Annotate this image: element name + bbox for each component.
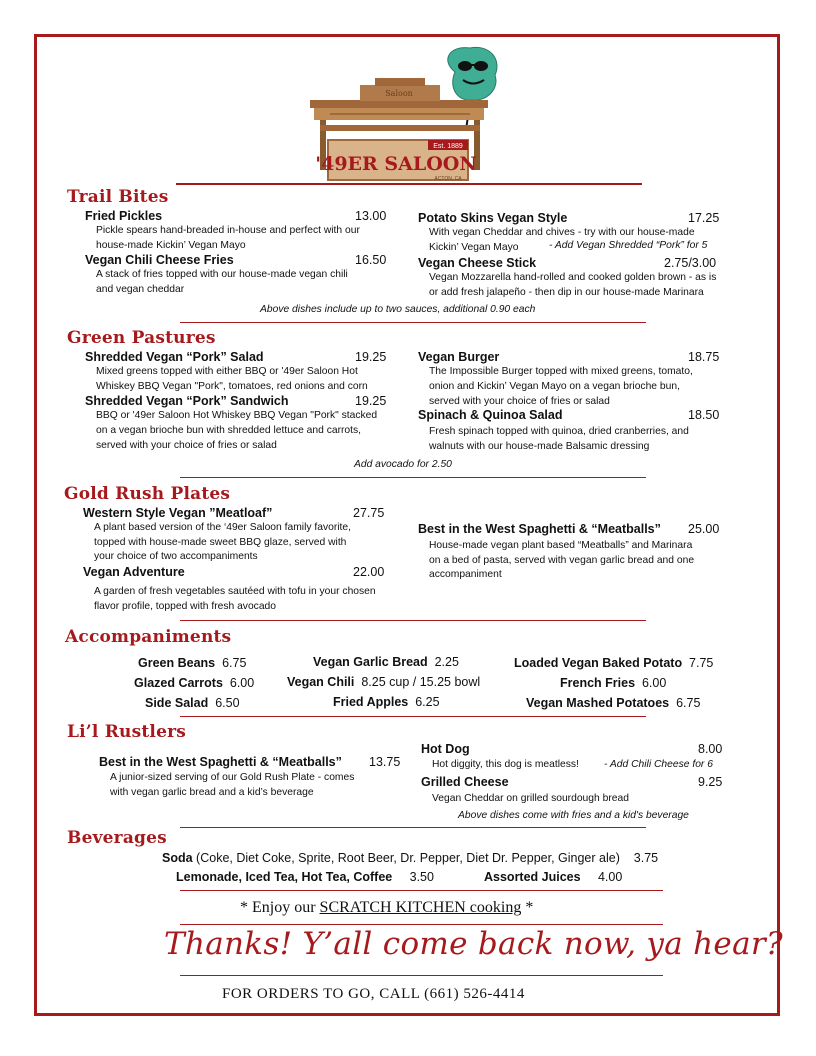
section-title-beverages: Beverages <box>67 828 167 848</box>
divider <box>176 183 642 185</box>
item-desc: served with your choice of fries or salad <box>429 396 610 407</box>
logo-top-sign: Saloon <box>385 89 413 98</box>
accompaniment-item: Vegan Garlic Bread 2.25 <box>313 655 459 669</box>
item-desc: with vegan garlic bread and a kid’s beverage <box>110 787 314 798</box>
item-desc: A garden of fresh vegetables sautéed with tofu in your chosen <box>94 586 376 597</box>
item-name: Vegan Burger <box>418 350 500 364</box>
accompaniment-item: Vegan Mashed Potatoes 6.75 <box>526 696 701 710</box>
item-desc: A plant based version of the ‘49er Saloon family favorite, <box>94 522 351 533</box>
item-name: Grilled Cheese <box>421 775 509 789</box>
item-desc: on a bed of pasta, served with vegan garlic bread and one <box>429 555 695 566</box>
item-desc: flavor profile, topped with fresh avocado <box>94 601 277 612</box>
accompaniment-item: French Fries 6.00 <box>560 676 667 690</box>
divider <box>180 620 646 621</box>
item-desc: your choice of two accompaniments <box>94 551 258 562</box>
divider <box>180 477 646 478</box>
section-title-gold-rush: Gold Rush Plates <box>64 484 231 504</box>
item-addon: - Add Chili Cheese for 6 <box>604 759 713 770</box>
beverage-juice: Assorted Juices 4.00 <box>484 870 623 884</box>
item-price: 25.00 <box>688 522 720 536</box>
enjoy-line: * Enjoy our SCRATCH KITCHEN cooking * <box>240 899 534 916</box>
divider <box>180 924 663 925</box>
item-price: 9.25 <box>698 775 723 789</box>
item-name: Vegan Chili Cheese Fries <box>85 253 234 267</box>
item-name: Spinach & Quinoa Salad <box>418 408 563 422</box>
accompaniment-item: Loaded Vegan Baked Potato 7.75 <box>514 656 714 670</box>
saloon-logo <box>300 40 500 185</box>
item-desc: Vegan Mozzarella hand-rolled and cooked golden brown - as is <box>429 272 717 283</box>
item-desc: walnuts with our house-made Balsamic dressing <box>429 441 650 452</box>
beverage-other: Lemonade, Iced Tea, Hot Tea, Coffee 3.50 <box>176 870 434 884</box>
divider <box>180 827 646 828</box>
item-desc: House-made vegan plant based “Meatballs” and Marinara <box>429 540 693 551</box>
item-addon: - Add Vegan Shredded “Pork” for 5 <box>549 240 708 251</box>
divider <box>180 890 663 891</box>
beverage-soda: Soda (Coke, Diet Coke, Sprite, Root Beer, Dr. Pepper, Diet Dr. Pepper, Ginger ale) 3.75 <box>162 851 659 865</box>
item-name: Vegan Cheese Stick <box>418 256 537 270</box>
item-desc: BBQ or '49er Saloon Hot Whiskey BBQ Vegan "Pork" stacked <box>96 410 378 421</box>
item-desc: Kickin’ Vegan Mayo <box>429 242 519 253</box>
item-price: 13.75 <box>369 755 401 769</box>
item-name: Best in the West Spaghetti & “Meatballs” <box>99 755 342 769</box>
item-price: 27.75 <box>353 506 385 520</box>
item-price: 19.25 <box>355 394 387 408</box>
item-desc: topped with house-made sweet BBQ glaze, served with <box>94 537 347 548</box>
item-desc: accompaniment <box>429 569 502 580</box>
item-desc: Vegan Cheddar on grilled sourdough bread <box>432 793 629 804</box>
item-desc: Pickle spears hand-breaded in-house and perfect with our <box>96 225 360 236</box>
scratch-kitchen-text: SCRATCH KITCHEN cooking <box>319 899 522 916</box>
item-desc: Hot diggity, this dog is meatless! <box>432 759 579 770</box>
section-note: Above dishes come with fries and a kid's beverage <box>458 810 689 821</box>
item-desc: Mixed greens topped with either BBQ or '49er Saloon Hot <box>96 366 358 377</box>
logo-est: Est. 1889 <box>433 143 463 150</box>
item-name: Western Style Vegan ”Meatloaf” <box>83 506 273 520</box>
item-name: Potato Skins Vegan Style <box>418 211 568 225</box>
section-title-lil-rustlers: Li’l Rustlers <box>67 722 187 742</box>
section-note: Add avocado for 2.50 <box>354 459 452 470</box>
item-price: 18.50 <box>688 408 720 422</box>
item-name: Best in the West Spaghetti & “Meatballs” <box>418 522 661 536</box>
item-name: Shredded Vegan “Pork” Sandwich <box>85 394 289 408</box>
item-price: 18.75 <box>688 350 720 364</box>
divider <box>180 975 663 976</box>
item-desc: on a vegan brioche bun with shredded lettuce and carrots, <box>96 425 362 436</box>
item-desc: With vegan Cheddar and chives - try with our house-made <box>429 227 695 238</box>
item-price: 13.00 <box>355 209 387 223</box>
logo-location: ACTON, CA <box>434 176 462 182</box>
item-desc: Whiskey BBQ Vegan "Pork", tomatoes, red onions and corn <box>96 381 368 392</box>
item-price: 2.75/3.00 <box>664 256 717 270</box>
accompaniment-item: Vegan Chili 8.25 cup / 15.25 bowl <box>287 675 481 689</box>
item-price: 17.25 <box>688 211 720 225</box>
divider <box>180 322 646 323</box>
item-desc: onion and Kickin’ Vegan Mayo on a vegan brioche bun, <box>429 381 680 392</box>
item-name: Shredded Vegan “Pork” Salad <box>85 350 264 364</box>
accompaniment-item: Side Salad 6.50 <box>145 696 240 710</box>
section-title-green-pastures: Green Pastures <box>67 328 216 348</box>
logo-name: '49ER SALOON <box>315 153 477 175</box>
item-name: Vegan Adventure <box>83 565 185 579</box>
item-desc: A stack of fries topped with our house-made vegan chili <box>96 269 348 280</box>
accompaniment-item: Green Beans 6.75 <box>138 656 247 670</box>
item-desc: or add fresh jalapeño - then dip in our house-made Marinara <box>429 287 704 298</box>
accompaniment-item: Fried Apples 6.25 <box>333 695 440 709</box>
item-desc: Fresh spinach topped with quinoa, dried cranberries, and <box>429 426 689 437</box>
divider <box>180 716 646 717</box>
item-desc: A junior-sized serving of our Gold Rush Plate - comes <box>110 772 355 783</box>
item-desc: served with your choice of fries or salad <box>96 440 277 451</box>
item-desc: The Impossible Burger topped with mixed greens, tomato, <box>429 366 693 377</box>
item-name: Hot Dog <box>421 742 470 756</box>
section-note: Above dishes include up to two sauces, additional 0.90 each <box>260 304 536 315</box>
item-price: 8.00 <box>698 742 723 756</box>
item-name: Fried Pickles <box>85 209 163 223</box>
item-desc: and vegan cheddar <box>96 284 185 295</box>
section-title-accompaniments: Accompaniments <box>65 627 232 647</box>
item-desc: house-made Kickin’ Vegan Mayo <box>96 240 246 251</box>
item-price: 22.00 <box>353 565 385 579</box>
item-price: 19.25 <box>355 350 387 364</box>
section-title-trail-bites: Trail Bites <box>67 187 169 207</box>
accompaniment-item: Glazed Carrots 6.00 <box>134 676 255 690</box>
item-price: 16.50 <box>355 253 387 267</box>
orders-phone: FOR ORDERS TO GO, CALL (661) 526-4414 <box>222 986 525 1002</box>
thanks-slogan: Thanks! Y’all come back now, ya hear? <box>164 926 783 962</box>
